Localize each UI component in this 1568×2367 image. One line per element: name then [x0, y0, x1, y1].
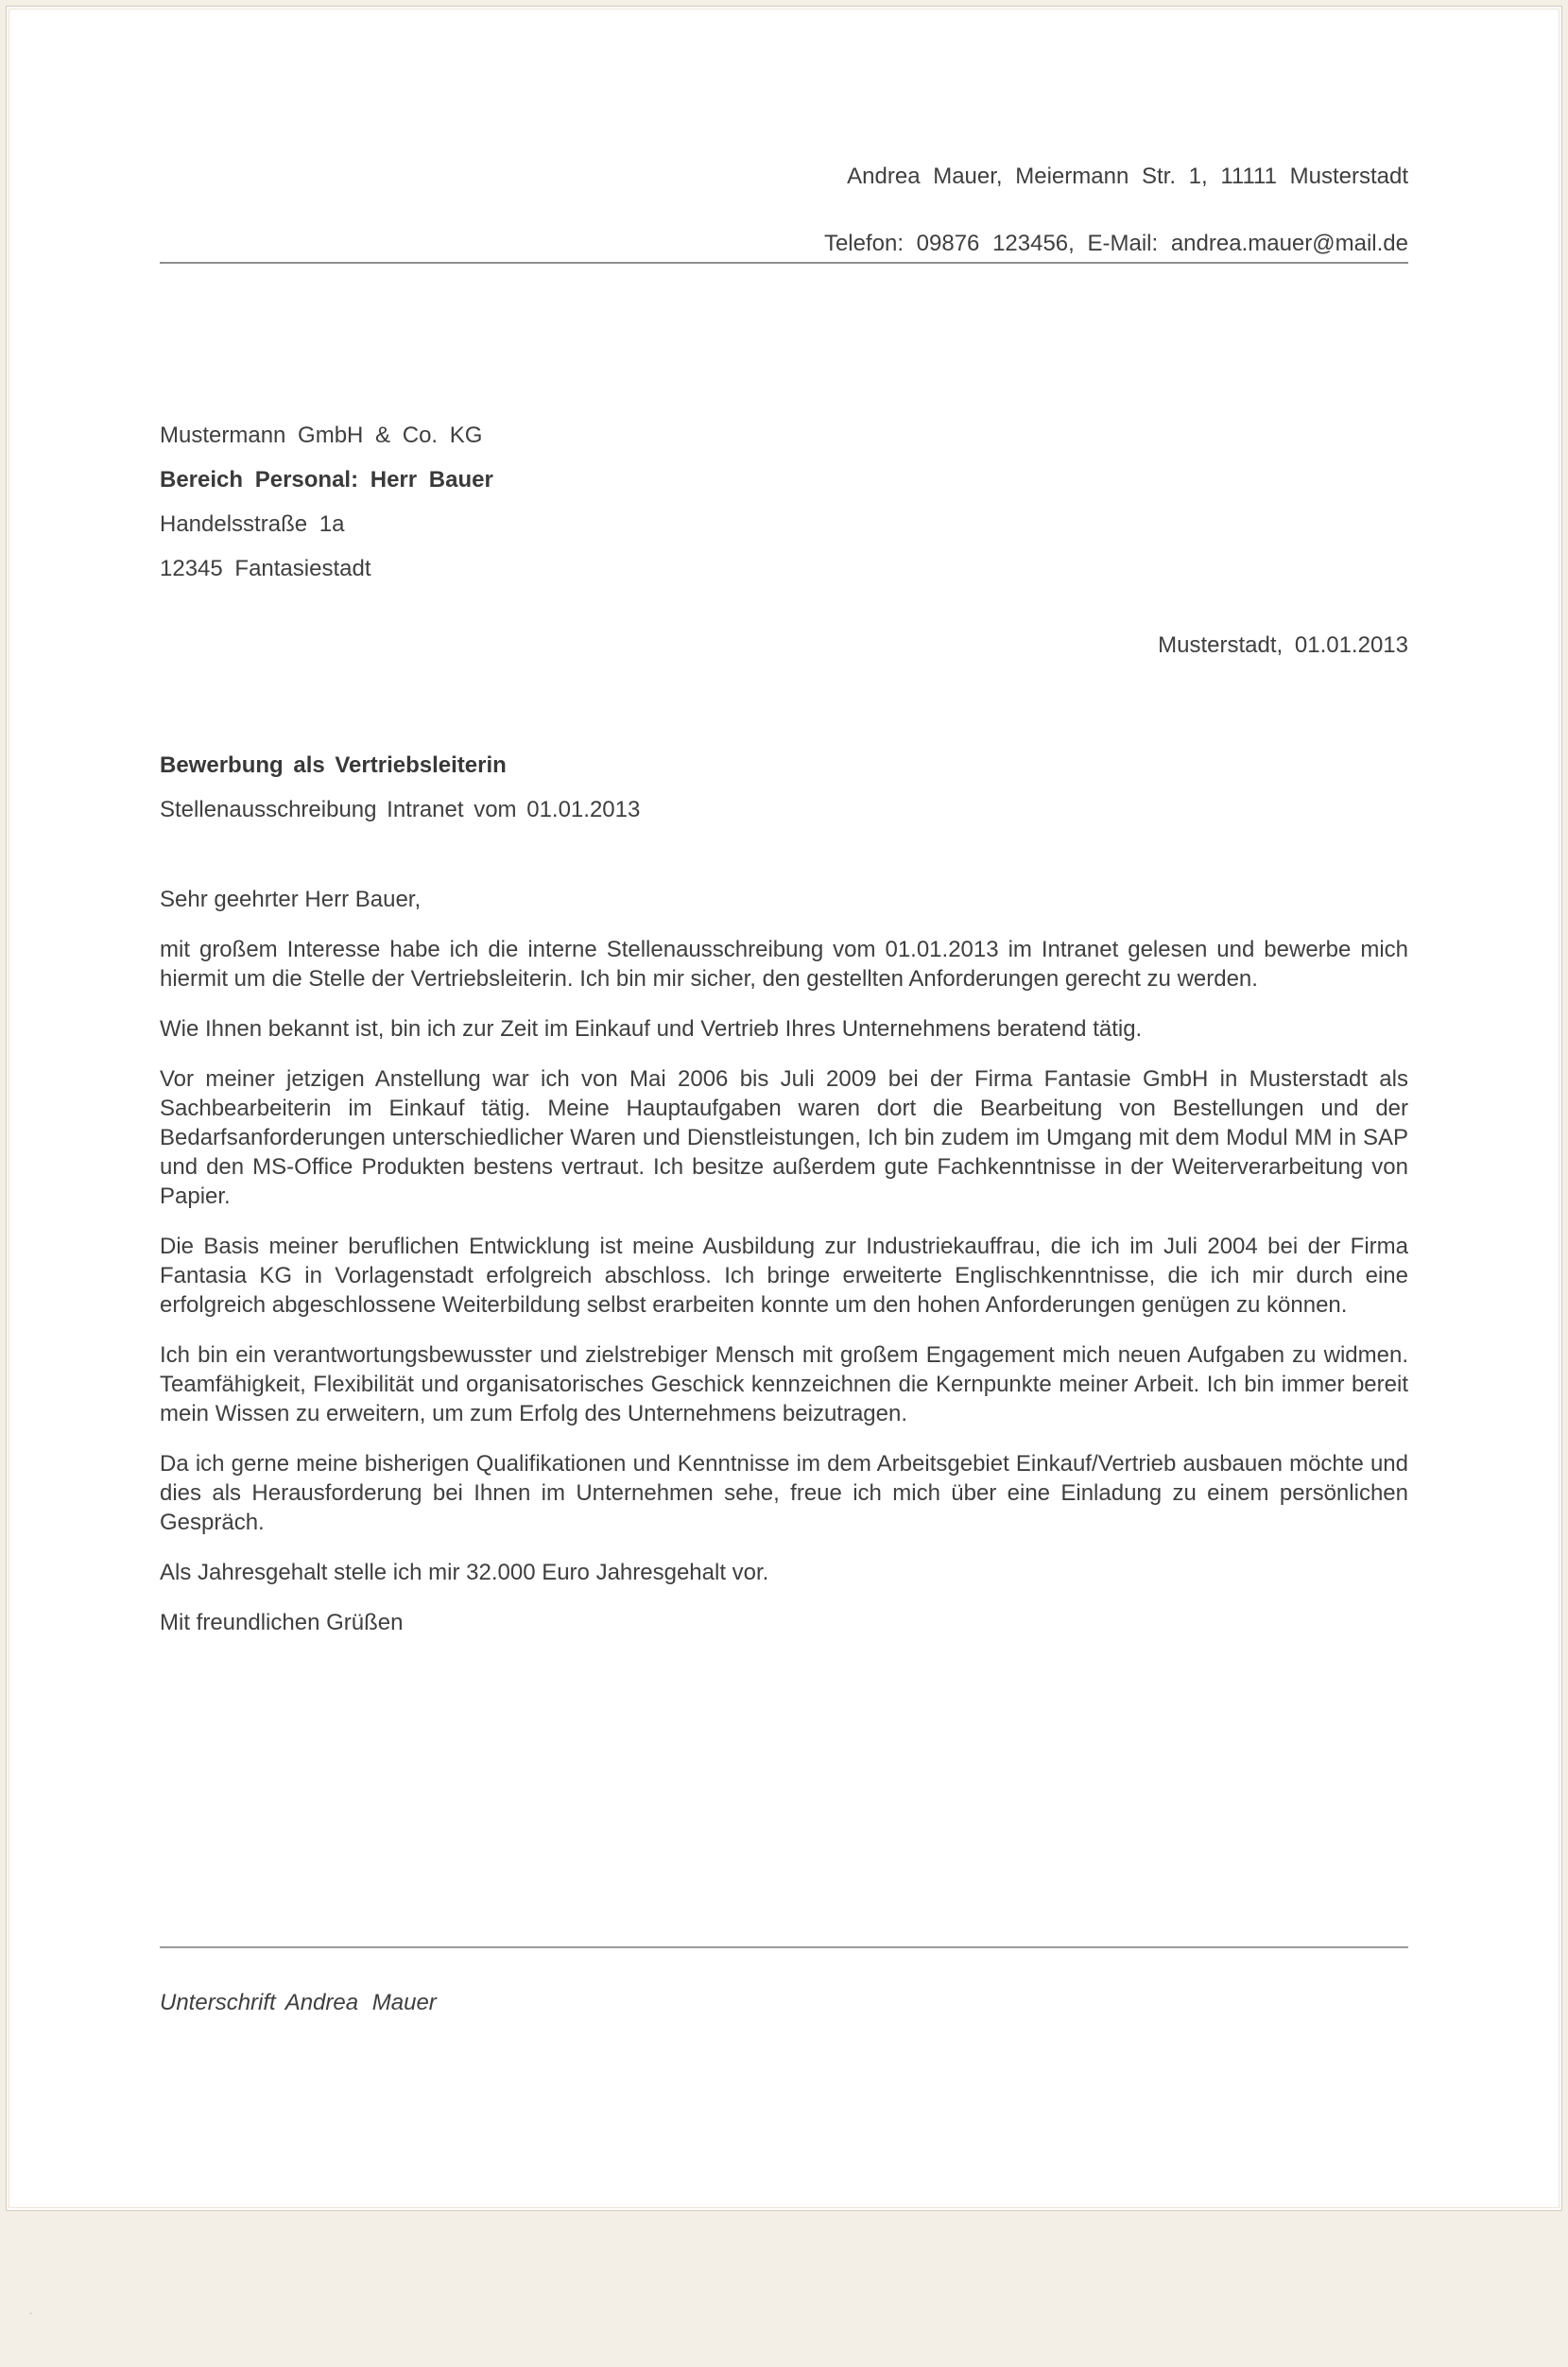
- recipient-address-block: [160, 413, 1408, 591]
- sender-address-line: Andrea Mauer, Meiermann Str. 1, 11111 Musterstadt: [847, 164, 1408, 189]
- paragraph: Ich bin ein verantwortungsbewusster und zielstrebiger Mensch mit großem Engagement mich neuen Aufgaben zu widmen. Teamfähigkeit, Flexibilität und organisatorisches Geschick kennzeichnen die Kernpunkte meiner Arbeit. Ich bin immer bereit mein Wissen zu erweitern, um zum Erfolg des Unternehmens beizutragen.: [160, 1342, 1408, 1426]
- header-divider: [160, 262, 1408, 264]
- paragraph: Als Jahresgehalt stelle ich mir 32.000 Euro Jahresgehalt vor.: [160, 1560, 769, 1585]
- subject-title: Bewerbung als Vertriebsleiterin: [160, 752, 507, 778]
- signature-name: Andrea Mauer: [284, 1990, 437, 2015]
- sender-contact-line: Telefon: 09876 123456, E-Mail: andrea.mauer@mail.de: [823, 231, 1408, 256]
- recipient-department: Bereich Personal: Herr Bauer: [160, 467, 493, 492]
- recipient-company: Mustermann GmbH & Co. KG: [160, 423, 483, 448]
- paragraph: mit großem Interesse habe ich die interne Stellenausschreibung vom 01.01.2013 im Intranet gelesen und bewerbe mich hiermit um die Stelle der Vertriebsleiterin. Ich bin mir sicher, den gestellten Anforderungen gerecht zu werden.: [160, 937, 1408, 992]
- subject-subtitle: Stellenausschreibung Intranet vom 01.01.2013: [160, 797, 641, 822]
- letter-body: [160, 935, 1408, 1637]
- paragraph: Wie Ihnen bekannt ist, bin ich zur Zeit im Einkauf und Vertrieb Ihres Unternehmens beratend tätig.: [160, 1016, 1143, 1042]
- letter-content: [7, 164, 1561, 2367]
- paragraph: Vor meiner jetzigen Anstellung war ich von Mai 2006 bis Juli 2009 bei der Firma Fantasie GmbH in Musterstadt als Sachbearbeiterin im Einkauf tätig. Meine Hauptaufgaben waren dort die Bearbeitung von Bestellungen und der Bedarfsanforderungen unterschiedlicher Waren und Dienstleistungen, Ich bin zudem im Umgang mit dem Modul MM in SAP und den MS-Office Produkten bestens vertraut. Ich besitze außerdem gute Fachkenntnisse in der Weiterverarbeitung von Papier.: [160, 1066, 1408, 1209]
- recipient-city: 12345 Fantasiestadt: [160, 556, 371, 581]
- signature-block: [160, 1988, 1408, 2017]
- subject-block: [160, 743, 1408, 832]
- salutation: Sehr geehrter Herr Bauer,: [160, 887, 422, 912]
- signature-label: Unterschrift: [160, 1990, 276, 2015]
- signature-divider: [160, 1946, 1408, 1948]
- paragraph: Da ich gerne meine bisherigen Qualifikationen und Kenntnisse im dem Arbeitsgebiet Einkauf/Vertrieb ausbauen möchte und dies als Herausforderung bei Ihnen im Unternehmen sehe, freue ich mich über eine Einladung zu einem persönlichen Gespräch.: [160, 1451, 1408, 1535]
- letter-page: [6, 6, 1562, 2317]
- page-artifact: .: [29, 2304, 33, 2317]
- paragraph: Die Basis meiner beruflichen Entwicklung ist meine Ausbildung zur Industriekauffrau, die ich im Juli 2004 bei der Firma Fantasia KG in Vorlagenstadt erfolgreich abschloss. Ich bringe erweiterte Englischkenntnisse, die ich mir durch eine erfolgreich abgeschlossene Weiterbildung selbst erarbeiten konnte um den hohen Anforderungen genügen zu können.: [160, 1234, 1408, 1318]
- place-and-date: Musterstadt, 01.01.2013: [1158, 632, 1408, 658]
- recipient-street: Handelsstraße 1a: [160, 511, 345, 537]
- closing-formula: Mit freundlichen Grüßen: [160, 1610, 404, 1635]
